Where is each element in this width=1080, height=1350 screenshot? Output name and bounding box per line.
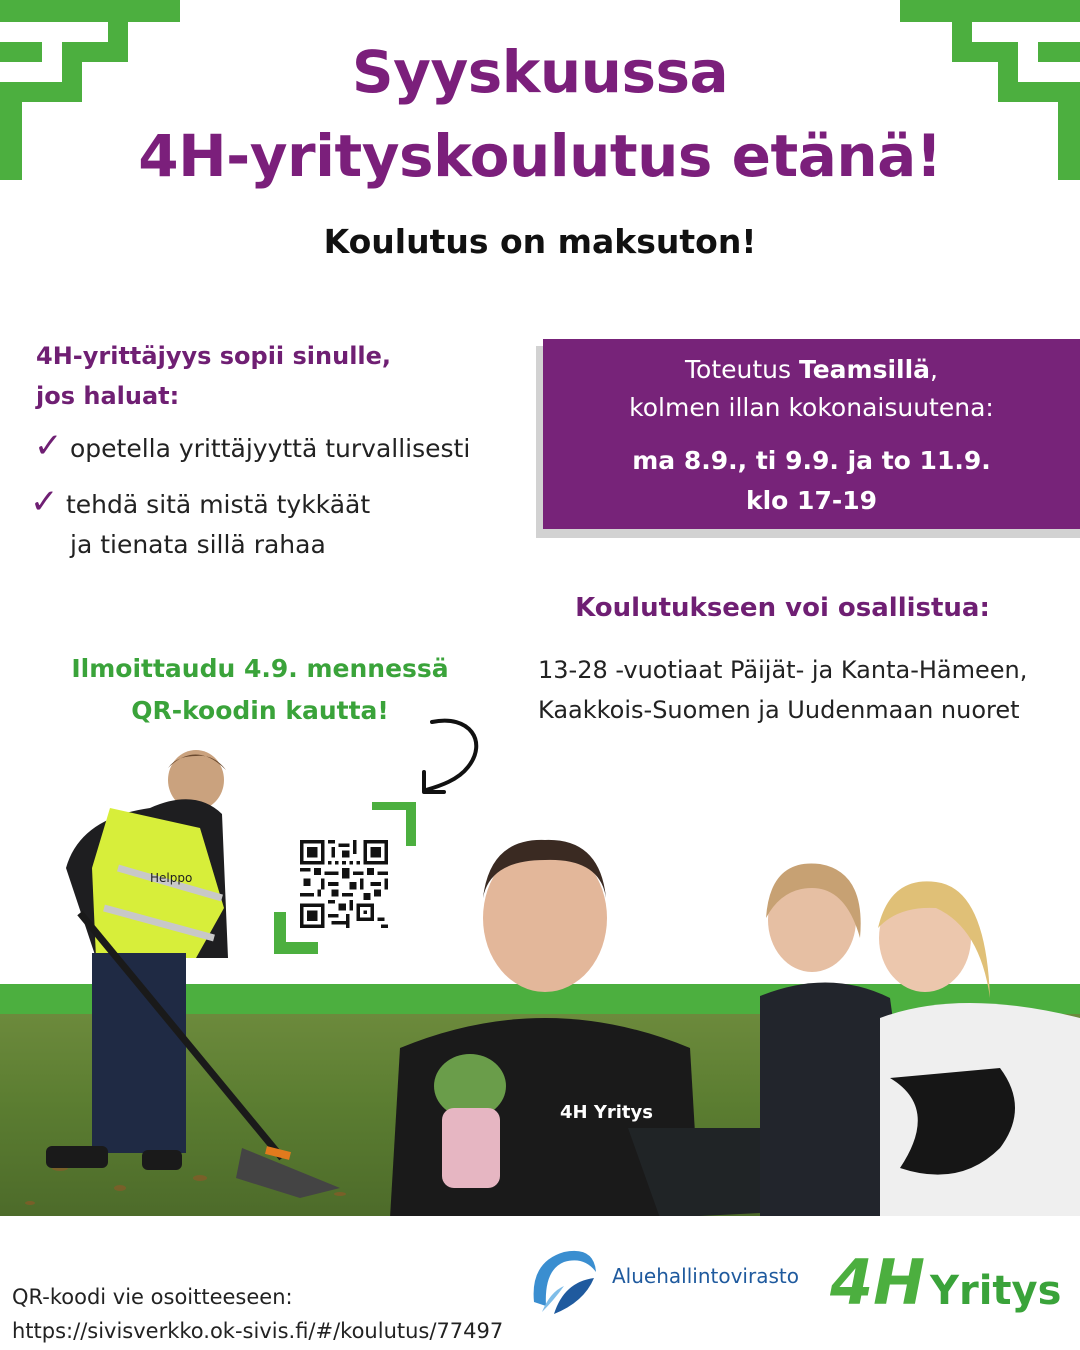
register-line-2: QR-koodin kautta! [131, 696, 389, 725]
info-line-1-prefix: Toteutus [685, 355, 799, 384]
shirt-text: 4H Yritys [560, 1102, 653, 1123]
person-raking [46, 750, 340, 1198]
avi-logo-icon [524, 1242, 604, 1322]
participate-line-2: Kaakkois-Suomen ja Uudenmaan nuoret [538, 696, 1020, 724]
brand-mark: 4H [830, 1250, 926, 1310]
check-icon: ✓ [30, 482, 59, 522]
avi-name: Aluehallintovirasto [612, 1264, 799, 1288]
info-time: klo 17-19 [745, 486, 878, 515]
info-line-1-suffix: , [930, 355, 938, 384]
photo-people [0, 748, 1080, 1216]
benefit-item-2-text-2: ja tienata sillä rahaa [70, 530, 326, 559]
participate-body [538, 650, 1078, 730]
qr-label: QR-koodi vie osoitteeseen: [12, 1285, 293, 1309]
vest-text: Helppo [150, 871, 193, 885]
participate-heading: Koulutukseen voi osallistua: [575, 593, 990, 623]
benefits-section [36, 336, 516, 416]
subtitle: Koulutus on maksuton! [323, 222, 757, 261]
participate-line-1: 13-28 -vuotiaat Päijät- ja Kanta-Hämeen, [538, 656, 1028, 684]
info-line-1 [543, 351, 1080, 389]
info-line-2: kolmen illan kokonaisuutena: [629, 393, 994, 422]
4h-logo-icon [830, 1250, 926, 1310]
register-line-1: Ilmoittaudu 4.9. mennessä [71, 654, 449, 683]
info-box [543, 339, 1080, 529]
benefit-item-1-text: opetella yrittäjyyttä turvallisesti [70, 434, 471, 463]
benefits-heading-line-1: 4H-yrittäjyys sopii sinulle, [36, 342, 392, 370]
info-dates: ma 8.9., ti 9.9. ja to 11.9. [632, 446, 991, 475]
benefit-item-1 [34, 426, 514, 469]
benefit-item-2 [30, 482, 510, 565]
info-line-1-bold: Teamsillä [798, 355, 931, 384]
title-line-1: Syyskuussa [351, 38, 729, 106]
qr-url-footer [12, 1280, 503, 1348]
benefit-item-2-text: tehdä sitä mistä tykkäät [66, 490, 371, 519]
benefits-heading-line-2: jos haluat: [36, 382, 180, 410]
title-line-2: 4H-yrityskoulutus etänä! [138, 122, 942, 190]
check-icon: ✓ [34, 426, 63, 466]
person-right-2 [878, 881, 1080, 1216]
brand-word: Yritys [930, 1268, 1062, 1314]
qr-url[interactable]: https://sivisverkko.ok-sivis.fi/#/koulutus/77497 [12, 1319, 504, 1343]
